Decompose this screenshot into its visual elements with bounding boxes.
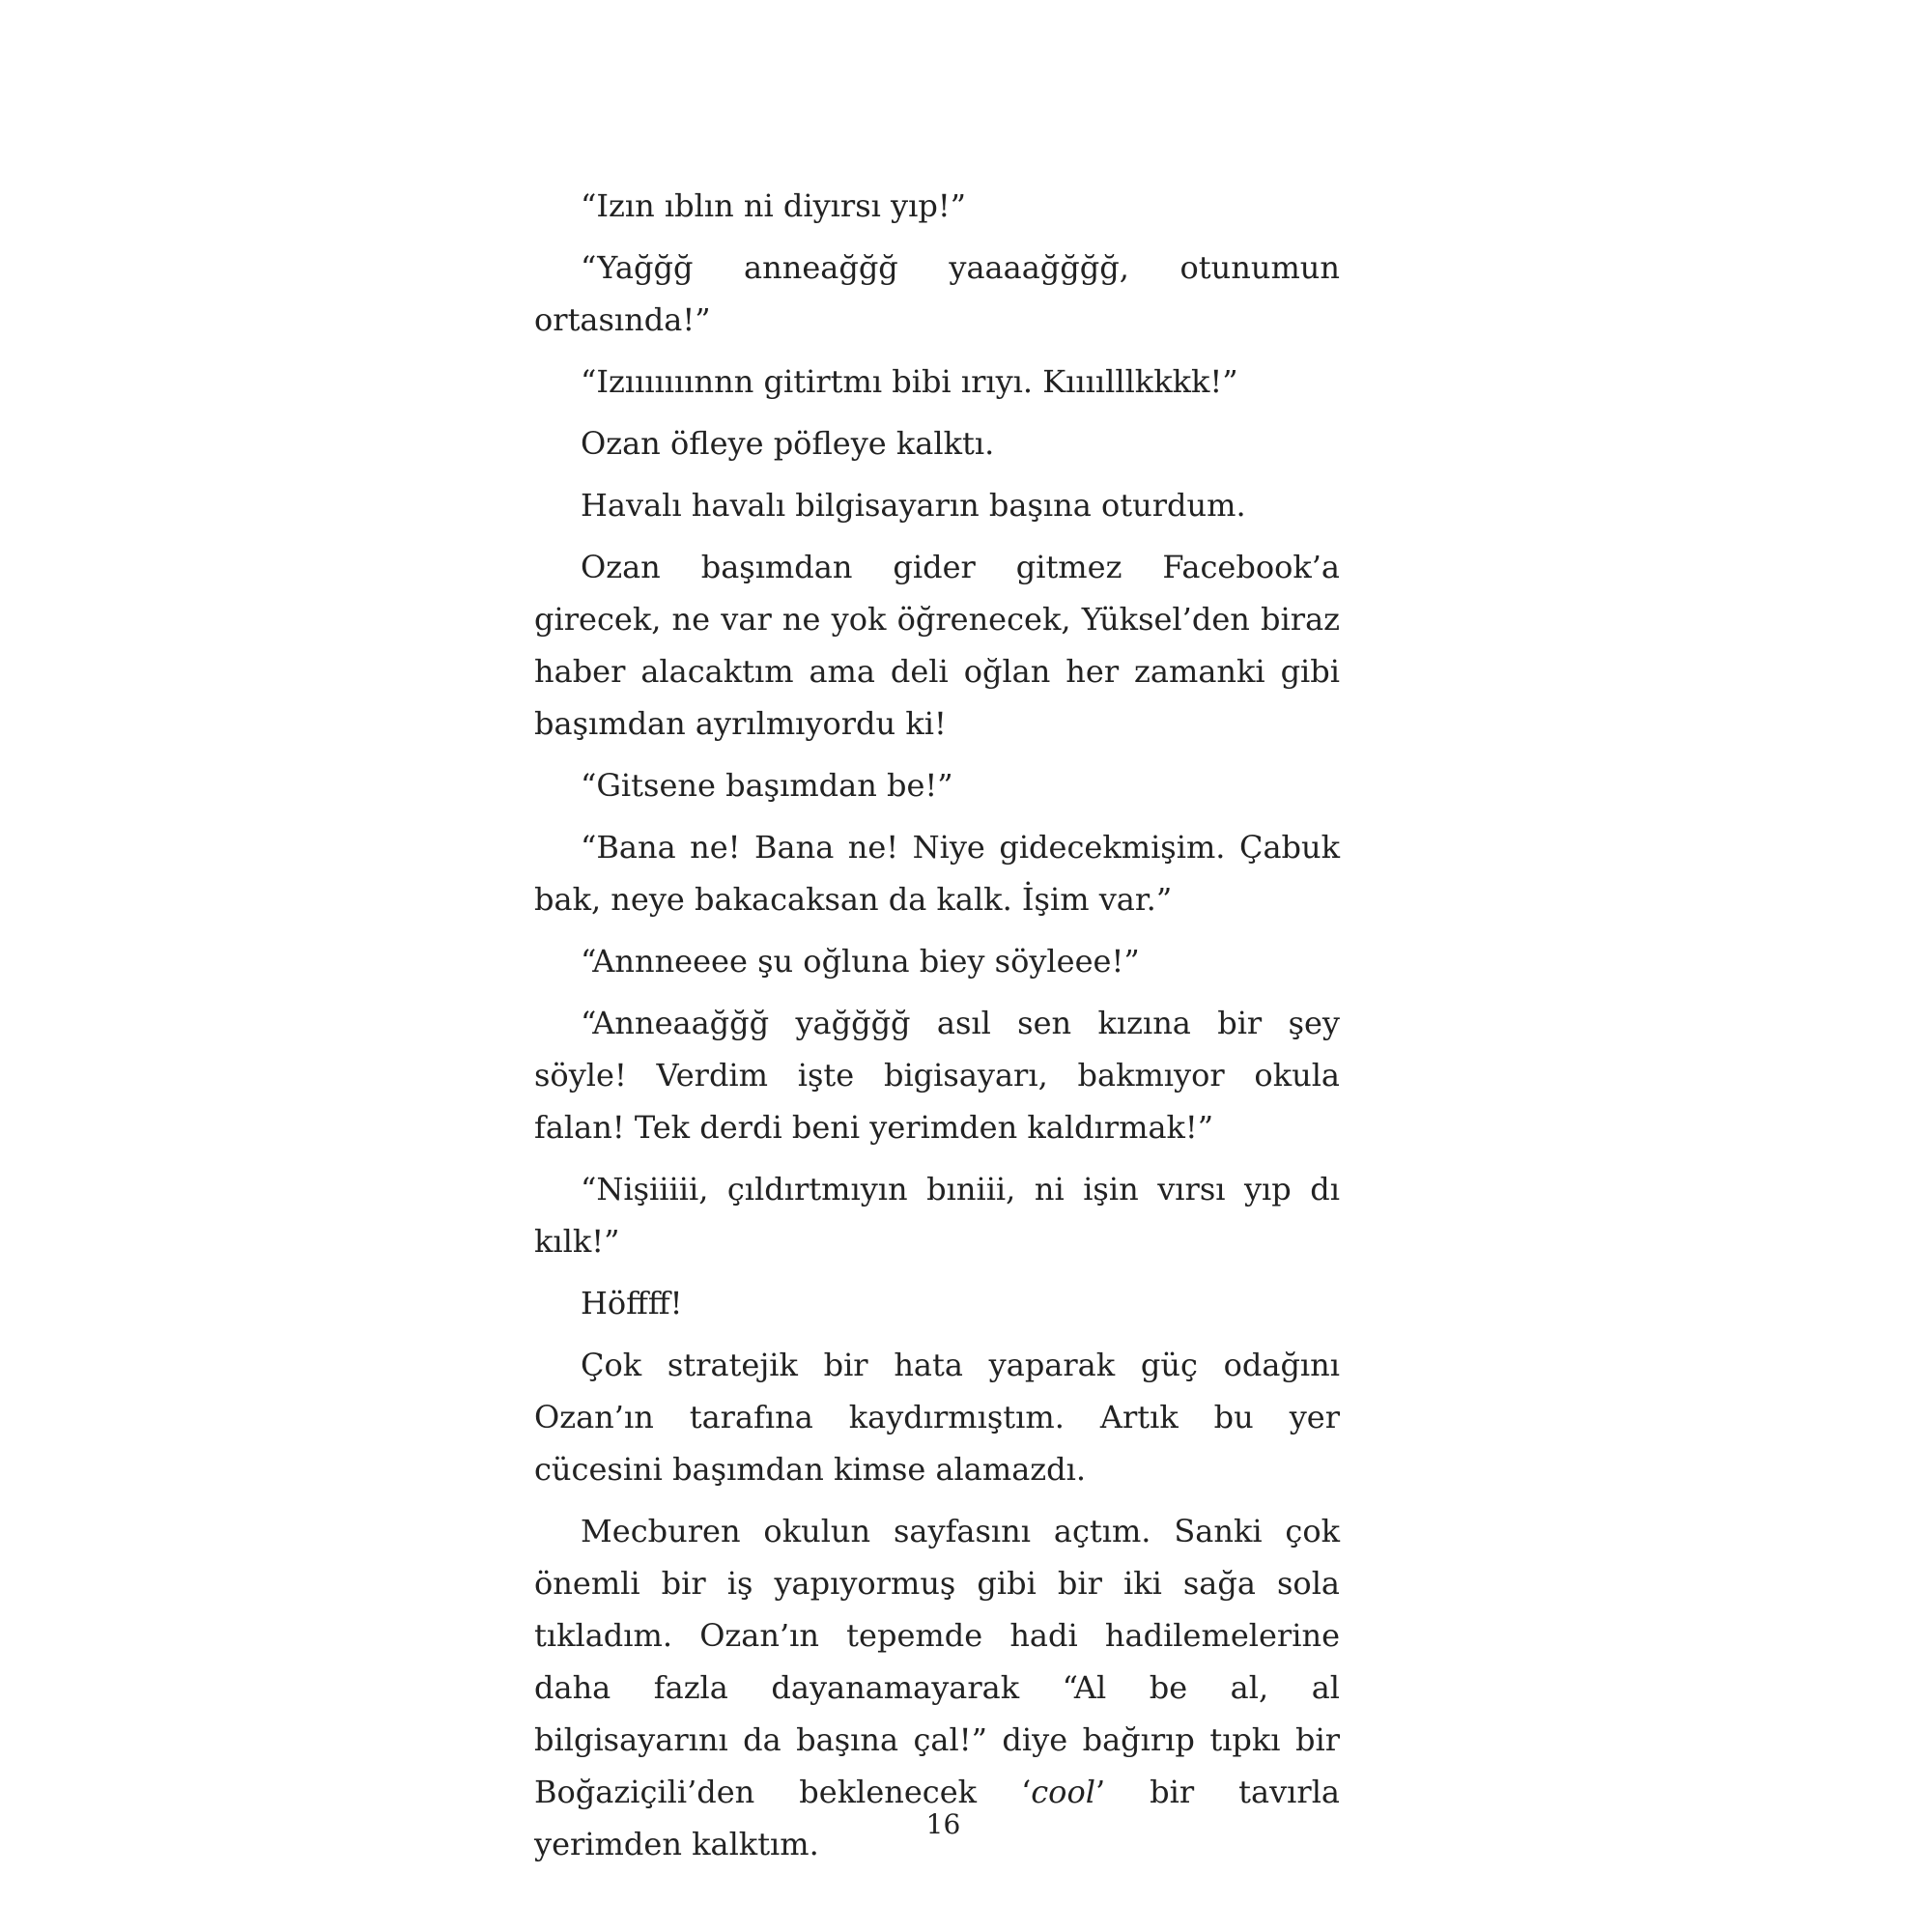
page-number: 16 [925,1808,961,1840]
paragraph: “Bana ne! Bana ne! Niye gidecekmişim. Çabuk bak, neye bakacaksan da kalk. İşim var.” [534,829,1340,918]
paragraph: Ozan başımdan gider gitmez Facebook’a girecek, ne var ne yok öğrenecek, Yüksel’den biraz haber alacaktım ama deli oğlan her zamanki gibi başımdan ayrılmıyordu ki! [534,549,1340,742]
paragraph: Çok stratejik bir hata yaparak güç odağını Ozan’ın tarafına kaydırmıştım. Artık bu yer cücesini başımdan kimse alamazdı. [534,1347,1340,1488]
italic-word: cool [1031,1774,1095,1810]
paragraph-text: ’ bir tavırla yerimden kalktım. [534,1774,1341,1862]
paragraph-text: Mecburen okulun sayfasını açtım. Sanki çok önemli bir iş yapıyormuş gibi bir iki sağa sola tıkladım. Ozan’ın tepemde hadi hadilemelerine daha fazla dayanamayarak “Al be al, al bilgisayarını da başına çal!” diye bağırıp tıpkı bir Boğaziçili’den beklenecek ‘ [534,1513,1340,1810]
paragraph: “Izııııııınnn gitirtmı bibi ırıyı. Kıııılllkkkk!” [581,363,1238,400]
paragraph: “Anneaağğğ yağğğğ asıl sen kızına bir şey söyle! Verdim işte bigisayarı, bakmıyor okula falan! Tek derdi beni yerimden kaldırmak!” [534,1005,1340,1146]
body-text [534,180,1340,1880]
paragraph: “Izın ıblın ni diyırsı yıp!” [581,187,967,224]
paragraph: “Nişiiiii, çıldırtmıyın bıniii, ni işin vırsı yıp dı kılk!” [534,1171,1340,1260]
paragraph: “Annneeee şu oğluna biey söyleee!” [581,943,1140,980]
paragraph: Havalı havalı bilgisayarın başına oturdum. [581,487,1246,524]
paragraph: Ozan öfleye pöfleye kalktı. [581,425,995,462]
paragraph: “Yağğğ anneağğğ yaaaağğğğ, otunumun ortasında!” [534,249,1340,338]
paragraph: Höffff! [581,1285,683,1321]
paragraph: “Gitsene başımdan be!” [581,767,953,804]
